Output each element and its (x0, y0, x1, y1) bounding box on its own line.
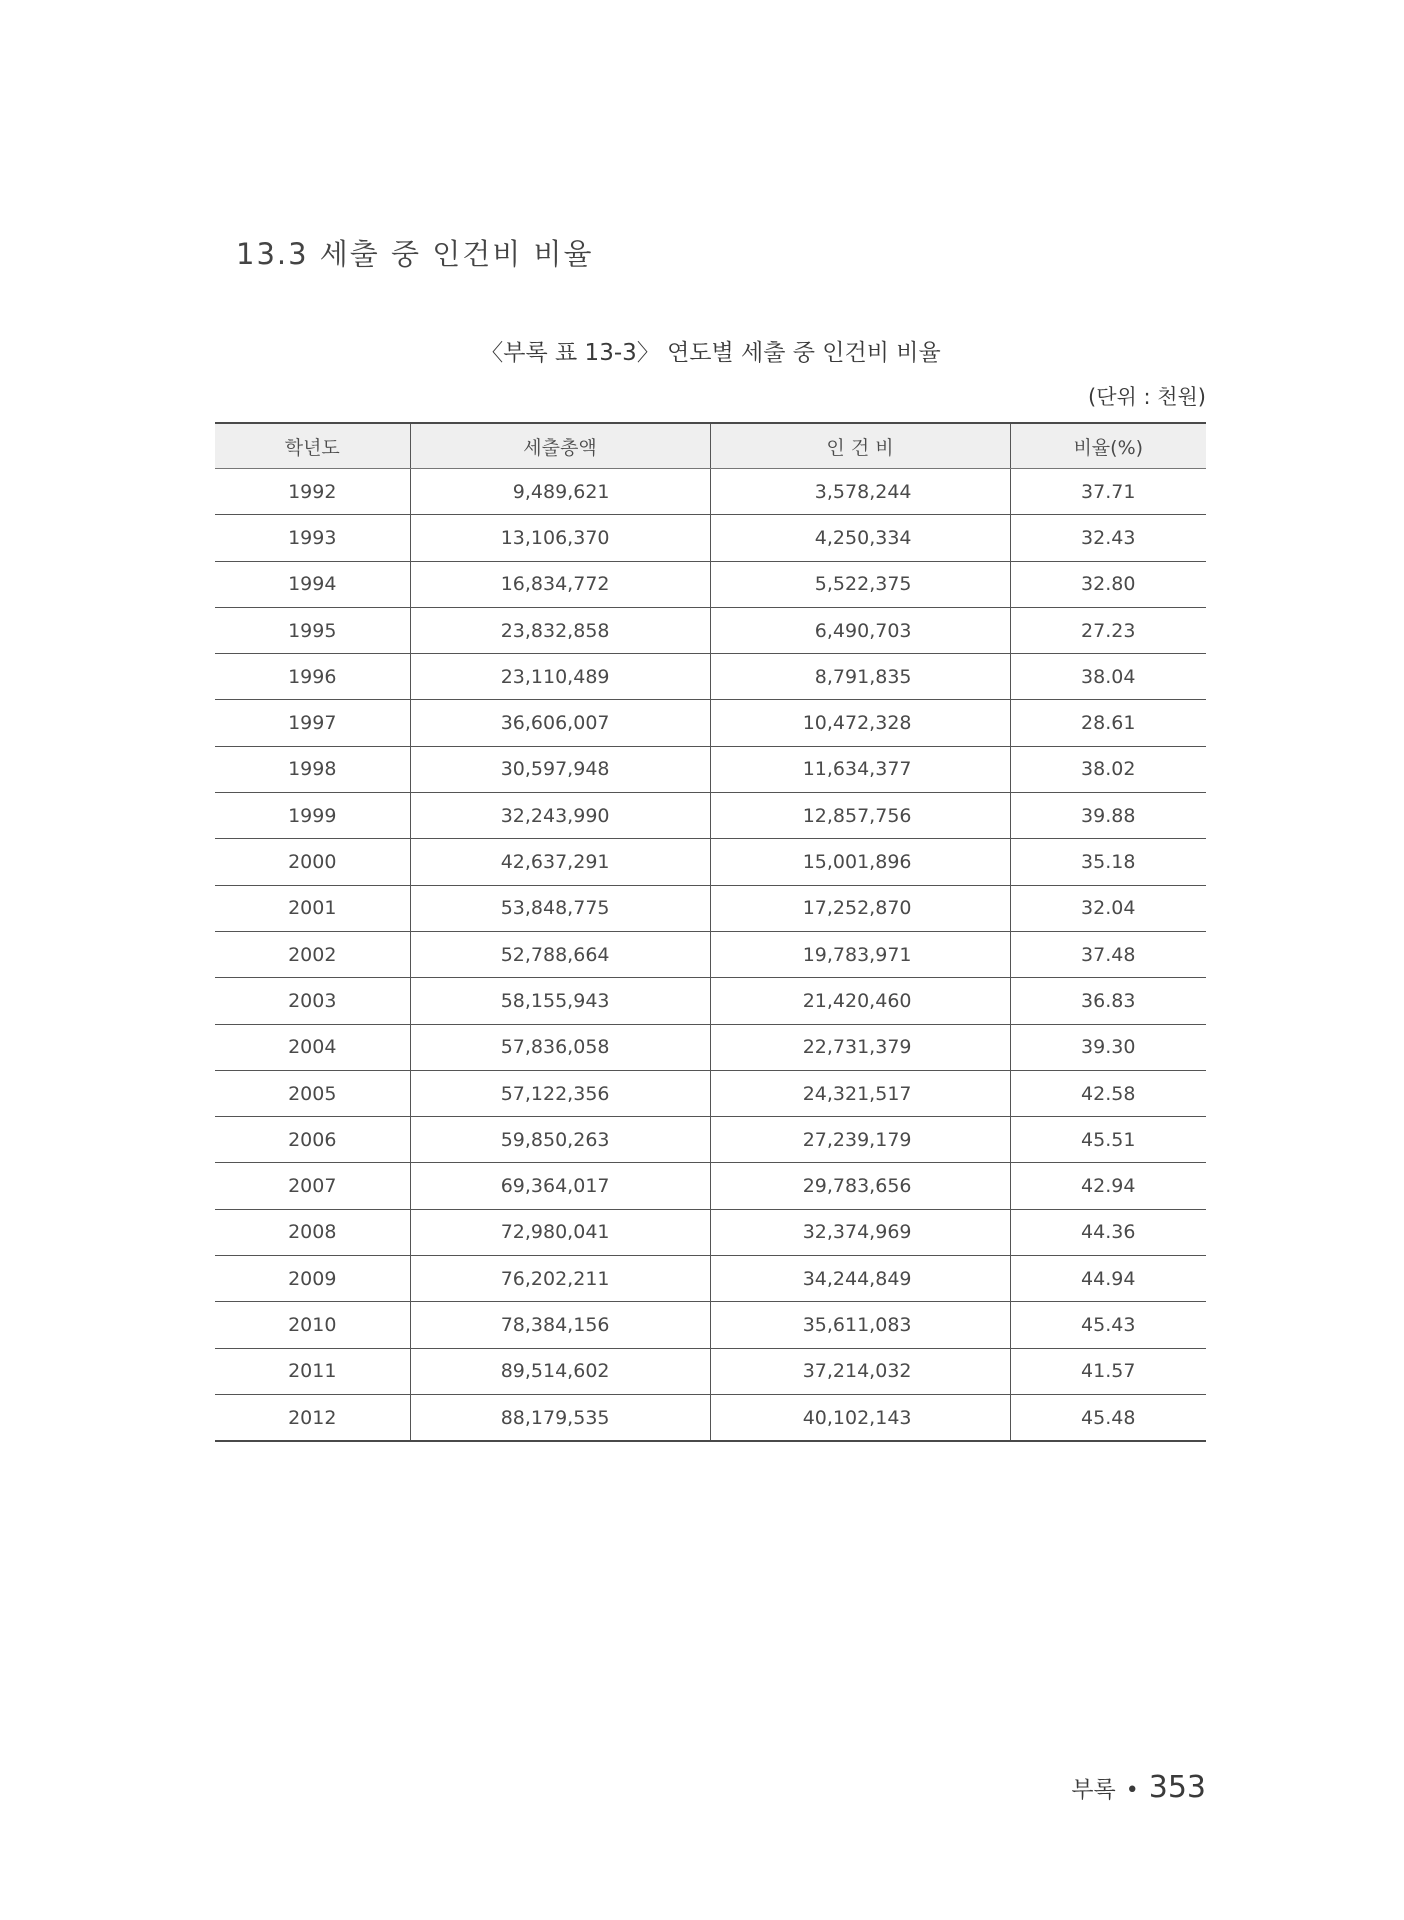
cell-total-expenditure: 42,637,291 (410, 839, 710, 885)
cell-labor-cost: 32,374,969 (710, 1209, 1010, 1255)
table-row (215, 1256, 1206, 1302)
cell-labor-cost: 19,783,971 (710, 931, 1010, 977)
cell-ratio: 44.94 (1010, 1256, 1206, 1302)
cell-school-year: 2000 (215, 839, 410, 885)
cell-ratio: 39.30 (1010, 1024, 1206, 1070)
cell-school-year: 1994 (215, 561, 410, 607)
cell-school-year: 2010 (215, 1302, 410, 1348)
cell-labor-cost: 10,472,328 (710, 700, 1010, 746)
cell-school-year: 1995 (215, 607, 410, 653)
cell-ratio: 45.43 (1010, 1302, 1206, 1348)
cell-ratio: 39.88 (1010, 793, 1206, 839)
cell-school-year: 2009 (215, 1256, 410, 1302)
header-labor-cost: 인 건 비 (710, 423, 1010, 469)
cell-school-year: 1993 (215, 515, 410, 561)
cell-school-year: 2003 (215, 978, 410, 1024)
page-number: 353 (1148, 1770, 1206, 1805)
cell-ratio: 42.58 (1010, 1070, 1206, 1116)
cell-ratio: 38.04 (1010, 654, 1206, 700)
table-row (215, 700, 1206, 746)
table-row (215, 561, 1206, 607)
cell-ratio: 37.48 (1010, 931, 1206, 977)
cell-labor-cost: 34,244,849 (710, 1256, 1010, 1302)
table-body (215, 469, 1206, 1442)
table-row (215, 654, 1206, 700)
unit-note: (단위 : 천원) (1088, 385, 1206, 409)
table-row (215, 839, 1206, 885)
cell-labor-cost: 29,783,656 (710, 1163, 1010, 1209)
table-row (215, 793, 1206, 839)
cell-total-expenditure: 59,850,263 (410, 1117, 710, 1163)
cell-total-expenditure: 23,832,858 (410, 607, 710, 653)
cell-total-expenditure: 57,122,356 (410, 1070, 710, 1116)
cell-ratio: 32.80 (1010, 561, 1206, 607)
header-school-year: 학년도 (215, 423, 410, 469)
cell-school-year: 1992 (215, 469, 410, 515)
cell-total-expenditure: 16,834,772 (410, 561, 710, 607)
cell-ratio: 32.43 (1010, 515, 1206, 561)
cell-school-year: 2002 (215, 931, 410, 977)
table-row (215, 1024, 1206, 1070)
cell-labor-cost: 22,731,379 (710, 1024, 1010, 1070)
footer-bullet: • (1125, 1778, 1139, 1803)
table-row (215, 1302, 1206, 1348)
cell-labor-cost: 6,490,703 (710, 607, 1010, 653)
cell-ratio: 28.61 (1010, 700, 1206, 746)
header-ratio: 비율(%) (1010, 423, 1206, 469)
cell-total-expenditure: 53,848,775 (410, 885, 710, 931)
cell-labor-cost: 17,252,870 (710, 885, 1010, 931)
table-row (215, 607, 1206, 653)
table-row (215, 1070, 1206, 1116)
cell-ratio: 37.71 (1010, 469, 1206, 515)
cell-labor-cost: 21,420,460 (710, 978, 1010, 1024)
table-row (215, 1209, 1206, 1255)
cell-labor-cost: 5,522,375 (710, 561, 1010, 607)
cell-labor-cost: 24,321,517 (710, 1070, 1010, 1116)
cell-total-expenditure: 76,202,211 (410, 1256, 710, 1302)
cell-total-expenditure: 88,179,535 (410, 1394, 710, 1441)
cell-total-expenditure: 13,106,370 (410, 515, 710, 561)
data-table (215, 422, 1206, 1442)
cell-ratio: 27.23 (1010, 607, 1206, 653)
table-row (215, 978, 1206, 1024)
cell-labor-cost: 35,611,083 (710, 1302, 1010, 1348)
cell-school-year: 1999 (215, 793, 410, 839)
cell-total-expenditure: 72,980,041 (410, 1209, 710, 1255)
cell-total-expenditure: 30,597,948 (410, 746, 710, 792)
footer-label: 부록 (1071, 1777, 1116, 1803)
cell-total-expenditure: 57,836,058 (410, 1024, 710, 1070)
cell-labor-cost: 27,239,179 (710, 1117, 1010, 1163)
cell-total-expenditure: 69,364,017 (410, 1163, 710, 1209)
cell-school-year: 2007 (215, 1163, 410, 1209)
cell-labor-cost: 15,001,896 (710, 839, 1010, 885)
cell-school-year: 2008 (215, 1209, 410, 1255)
cell-total-expenditure: 9,489,621 (410, 469, 710, 515)
cell-ratio: 42.94 (1010, 1163, 1206, 1209)
table-row (215, 746, 1206, 792)
table-row (215, 469, 1206, 515)
cell-labor-cost: 3,578,244 (710, 469, 1010, 515)
cell-ratio: 41.57 (1010, 1348, 1206, 1394)
cell-school-year: 1997 (215, 700, 410, 746)
header-total-expenditure: 세출총액 (410, 423, 710, 469)
cell-labor-cost: 40,102,143 (710, 1394, 1010, 1441)
cell-school-year: 1996 (215, 654, 410, 700)
cell-ratio: 44.36 (1010, 1209, 1206, 1255)
cell-ratio: 38.02 (1010, 746, 1206, 792)
section-title: 13.3 세출 중 인건비 비율 (236, 237, 594, 271)
cell-school-year: 2001 (215, 885, 410, 931)
cell-total-expenditure: 58,155,943 (410, 978, 710, 1024)
page-footer (1071, 1770, 1206, 1805)
table-row (215, 1117, 1206, 1163)
table-caption: 〈부록 표 13-3〉 연도별 세출 중 인건비 비율 (480, 340, 941, 366)
table-row (215, 515, 1206, 561)
table-row (215, 931, 1206, 977)
cell-school-year: 2005 (215, 1070, 410, 1116)
cell-total-expenditure: 78,384,156 (410, 1302, 710, 1348)
cell-total-expenditure: 36,606,007 (410, 700, 710, 746)
cell-school-year: 2011 (215, 1348, 410, 1394)
cell-school-year: 1998 (215, 746, 410, 792)
cell-total-expenditure: 32,243,990 (410, 793, 710, 839)
cell-labor-cost: 8,791,835 (710, 654, 1010, 700)
cell-school-year: 2012 (215, 1394, 410, 1441)
table-header-row (215, 423, 1206, 469)
cell-total-expenditure: 89,514,602 (410, 1348, 710, 1394)
table-row (215, 1348, 1206, 1394)
cell-ratio: 45.51 (1010, 1117, 1206, 1163)
cell-school-year: 2004 (215, 1024, 410, 1070)
cell-ratio: 45.48 (1010, 1394, 1206, 1441)
cell-labor-cost: 11,634,377 (710, 746, 1010, 792)
cell-school-year: 2006 (215, 1117, 410, 1163)
cell-labor-cost: 37,214,032 (710, 1348, 1010, 1394)
cell-ratio: 32.04 (1010, 885, 1206, 931)
cell-total-expenditure: 23,110,489 (410, 654, 710, 700)
cell-labor-cost: 12,857,756 (710, 793, 1010, 839)
table-row (215, 1163, 1206, 1209)
cell-labor-cost: 4,250,334 (710, 515, 1010, 561)
table-row (215, 885, 1206, 931)
cell-ratio: 36.83 (1010, 978, 1206, 1024)
table-row (215, 1394, 1206, 1441)
cell-total-expenditure: 52,788,664 (410, 931, 710, 977)
cell-ratio: 35.18 (1010, 839, 1206, 885)
